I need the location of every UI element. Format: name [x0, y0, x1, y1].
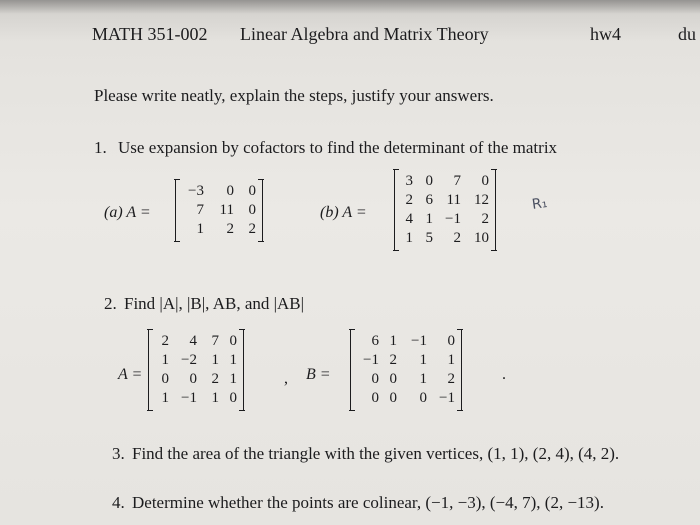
matrix-entry: 1: [419, 352, 427, 368]
matrix-row: [155, 370, 237, 389]
matrix-entry: 1: [229, 352, 237, 368]
problem-4-number: 4.: [112, 493, 125, 512]
problem-2-b-label: B =: [306, 366, 331, 383]
problem-1-text: Use expansion by cofactors to find the determinant of the matrix: [118, 138, 558, 157]
bracket-corner: [239, 410, 245, 411]
matrix-entry: 2: [226, 221, 234, 237]
matrix-entry: 1: [425, 211, 433, 227]
matrix-row: [401, 229, 489, 248]
problem-1-number: 1.: [94, 138, 107, 157]
matrix-entry: 1: [196, 221, 204, 237]
bracket-corner: [258, 241, 264, 242]
matrix-entry: −1: [363, 352, 379, 368]
instructions: Please write neatly, explain the steps, justify your answers.: [94, 86, 494, 105]
matrix-entry: 7: [196, 202, 204, 218]
bracket-corner: [457, 329, 463, 330]
matrix-entry: 2: [211, 371, 219, 387]
matrix-entry: 6: [371, 333, 379, 349]
matrix-entry: −1: [181, 390, 197, 406]
matrix-2b: [350, 330, 462, 410]
matrix-row: [401, 172, 489, 191]
bracket-corner: [393, 169, 399, 170]
matrix-entry: 7: [453, 173, 461, 189]
matrix-entry: 10: [474, 230, 489, 246]
matrix-row: [182, 220, 256, 239]
bracket-corner: [174, 179, 180, 180]
problem-2-number: 2.: [104, 294, 117, 313]
matrix-entry: 0: [371, 390, 379, 406]
matrix-entry: 4: [405, 211, 413, 227]
course-code: MATH 351-002: [92, 24, 208, 44]
bracket-corner: [393, 250, 399, 251]
bracket-corner: [147, 410, 153, 411]
matrix-row: [401, 210, 489, 229]
course-title: Linear Algebra and Matrix Theory: [240, 24, 489, 44]
matrix-entry: 0: [389, 371, 397, 387]
bracket-corner: [174, 241, 180, 242]
matrix-entry: 2: [453, 230, 461, 246]
matrix-entry: 2: [447, 371, 455, 387]
matrix-entry: −1: [445, 211, 461, 227]
matrix-entry: 2: [248, 221, 256, 237]
matrix-entry: 1: [389, 333, 397, 349]
matrix-entry: 2: [405, 192, 413, 208]
matrix-entry: 2: [161, 333, 169, 349]
matrix-entry: 1: [229, 371, 237, 387]
matrix-entry: 3: [405, 173, 413, 189]
problem-1a-label: (a) A =: [104, 204, 151, 221]
matrix-row: [155, 351, 237, 370]
matrix-entry: 0: [226, 183, 234, 199]
matrix-entry: 0: [419, 390, 427, 406]
matrix-entry: 0: [481, 173, 489, 189]
matrix-row: [182, 201, 256, 220]
matrix-entry: −3: [188, 183, 204, 199]
matrix-entry: 6: [425, 192, 433, 208]
problem-4-text: Determine whether the points are colinear, (−1, −3), (−4, 7), (2, −13).: [132, 493, 604, 512]
matrix-entry: −1: [439, 390, 455, 406]
matrix-entry: 1: [419, 371, 427, 387]
bracket-corner: [457, 410, 463, 411]
matrix-2a: [148, 330, 244, 410]
matrix-entry: 0: [389, 390, 397, 406]
matrix-entry: 0: [229, 390, 237, 406]
page-edge-shadow: [0, 0, 700, 14]
matrix-entry: 1: [405, 230, 413, 246]
problem-2-text: Find |A|, |B|, AB, and |AB|: [124, 294, 305, 313]
matrix-entry: 0: [161, 371, 169, 387]
matrix-entry: 1: [211, 352, 219, 368]
matrix-row: [155, 332, 237, 351]
matrix-entry: 1: [211, 390, 219, 406]
matrix-row: [357, 332, 455, 351]
matrix-entry: 1: [447, 352, 455, 368]
matrix-row: [357, 370, 455, 389]
matrix-entry: −1: [411, 333, 427, 349]
problem-3-text: Find the area of the triangle with the given vertices, (1, 1), (2, 4), (4, 2).: [132, 444, 620, 463]
matrix-entry: 0: [189, 371, 197, 387]
matrix-row: [155, 389, 237, 408]
matrix-entry: 12: [474, 192, 489, 208]
bracket-corner: [349, 410, 355, 411]
matrix-entry: 5: [425, 230, 433, 246]
comma: ,: [284, 370, 288, 387]
matrix-entry: −2: [181, 352, 197, 368]
bracket-corner: [258, 179, 264, 180]
matrix-entry: 0: [447, 333, 455, 349]
handwritten-note: R₁: [530, 195, 549, 213]
problem-3-number: 3.: [112, 444, 125, 463]
matrix-entry: 0: [425, 173, 433, 189]
matrix-entry: 2: [481, 211, 489, 227]
matrix-row: [401, 191, 489, 210]
matrix-entry: 0: [371, 371, 379, 387]
matrix-entry: 0: [229, 333, 237, 349]
problem-1b-label: (b) A =: [320, 204, 367, 221]
matrix-entry: 2: [389, 352, 397, 368]
matrix-entry: 7: [211, 333, 219, 349]
bracket-corner: [349, 329, 355, 330]
bracket-corner: [491, 169, 497, 170]
matrix-entry: 1: [161, 390, 169, 406]
matrix-entry: 4: [189, 333, 197, 349]
matrix-1b: [394, 170, 496, 250]
matrix-entry: 11: [446, 192, 461, 208]
matrix-entry: 0: [248, 202, 256, 218]
matrix-entry: 0: [248, 183, 256, 199]
homework-number: hw4: [590, 24, 621, 44]
bracket-corner: [491, 250, 497, 251]
matrix-row: [357, 389, 455, 408]
matrix-1a: [175, 180, 263, 241]
problem-2-a-label: A =: [118, 366, 143, 383]
bracket-corner: [147, 329, 153, 330]
matrix-entry: 1: [161, 352, 169, 368]
due-label: du: [678, 24, 696, 44]
period: .: [502, 366, 506, 383]
matrix-row: [357, 351, 455, 370]
bracket-corner: [239, 329, 245, 330]
matrix-row: [182, 182, 256, 201]
matrix-entry: 11: [219, 202, 234, 218]
